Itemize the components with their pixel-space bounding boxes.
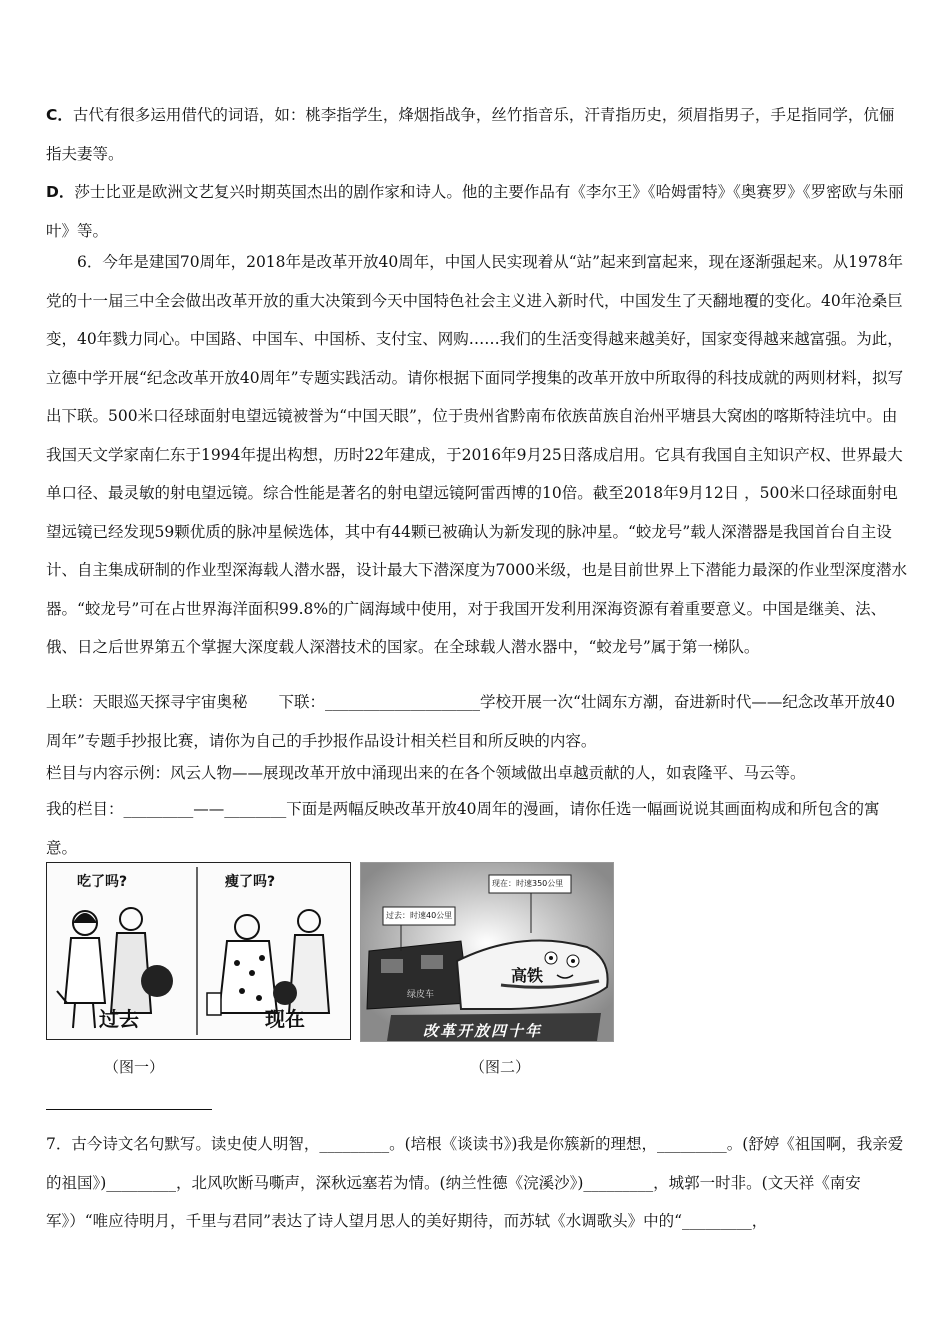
sign-old-speed: 过去：时速40公里 [386,911,453,920]
footnote-divider [46,1109,212,1110]
question-6-my-column: 我的栏目：_________——________下面是两幅反映改革开放40周年的漫画，请你任选一幅画说说其画面构成和所包含的寓意。 [46,800,880,857]
new-train-label: 高铁 [511,966,544,985]
cartoon-trains [360,862,614,1042]
option-c-label: C． [46,106,73,124]
question-6-couplet: 上联：天眼巡天探寻宇宙奥秘 下联：____________________学校开展一次“壮阔东方潮，奋进新时代——纪念改革开放40周年”专题手抄报比赛，请你为自己的手抄报作品设计相关栏目和所反映的内容。 [46,693,896,750]
option-d-text: 莎士比亚是欧洲文艺复兴时期英国杰出的剧作家和诗人。他的主要作品有《李尔王》《哈姆雷特》《奥赛罗》《罗密欧与朱丽叶》等。 [46,183,904,240]
label-present: 现在 [265,1007,305,1031]
figure-2-caption: （图二） [470,1058,531,1076]
question-6-text: 6．今年是建国70周年，2018年是改革开放40周年，中国人民实现着从“站”起来到富起来，现在逐渐强起来。从1978年党的十一届三中全会做出改革开放的重大决策到今天中国特色社会主义进入新时代，中国发生了天翻地覆的变化。40年沧桑巨变，40年戮力同心。中国路、中国车、中国桥、支付宝、网购……我们的生活变得越来越美好，国家变得越来越富强。为此，立德中学开展“纪念改革开放40周年”专题实践活动。请你根据下面同学搜集的改革开放中所取得的科技成就的两则材料，拟写出下联。500米口径球面射电望远镜被誉为“中国天眼”，位于贵州省黔南布依族苗族自治州平塘县大窝凼的喀斯特洼坑中。由我国天文学家南仁东于1994年提出构想，历时22年建成，于2016年9月25日落成启用。它具有我国自主知识产权、世界最大单口径、最灵敏的射电望远镜。综合性能是著名的射电望远镜阿雷西博的10倍。截至2018年9月12日 ，500米口径球面射电望远镜已经发现59颗优质的脉冲星候选体，其中有44颗已被确认为新发现的脉冲星。“蛟龙号”载人深潜器是我国首台自主设计、自主集成研制的作业型深海载人潜水器，设计最大下潜深度为7000米级，也是目前世界上下潜能力最深的作业型深度潜水器。“蛟龙号”可在占世界海洋面积99.8%的广阔海域中使用，对于我国开发利用深海资源有着重要意义。中国是继美、法、俄、日之后世界第五个掌握大深度载人深潜技术的国家。在全球载人潜水器中，“蛟龙号”属于第一梯队。 [46,253,907,656]
question-6-example: 栏目与内容示例：风云人物——展现改革开放中涌现出来的在各个领域做出卓越贡献的人，如袁隆平、马云等。 [46,764,806,782]
option-d-label: D． [46,183,75,201]
cartoon-past-present [46,862,351,1040]
label-past: 过去 [99,1007,139,1031]
option-c-text: 古代有很多运用借代的词语，如：桃李指学生，烽烟指战争，丝竹指音乐，汗青指历史，须眉指男子，手足指同学，伉俪指夫妻等。 [46,106,895,163]
old-train-label: 绿皮车 [407,990,435,1000]
sign-new-speed: 现在：时速350公里 [492,879,564,888]
trains-drawing [361,863,613,1041]
option-c [46,96,908,173]
banner-text: 改革开放四十年 [423,1022,543,1040]
option-d [46,173,908,250]
bubble-right: 瘦了吗? [225,874,276,890]
figure-1-caption: （图一） [104,1058,165,1076]
bubble-left: 吃了吗? [77,874,128,890]
question-7-text: 7．古今诗文名句默写。读史使人明智，_________。(培根《谈读书》)我是你簇新的理想，_________。(舒婷《祖国啊，我亲爱的祖国》)_________，北风吹断马嘶声，深秋远塞若为情。(纳兰性德《浣溪沙》)_________，城郭一时非。(文天祥《南安军》）“唯应待明月，千里与君同”表达了诗人望月思人的美好期待，而苏轼《水调歌头》中的“_________， [46,1135,904,1230]
